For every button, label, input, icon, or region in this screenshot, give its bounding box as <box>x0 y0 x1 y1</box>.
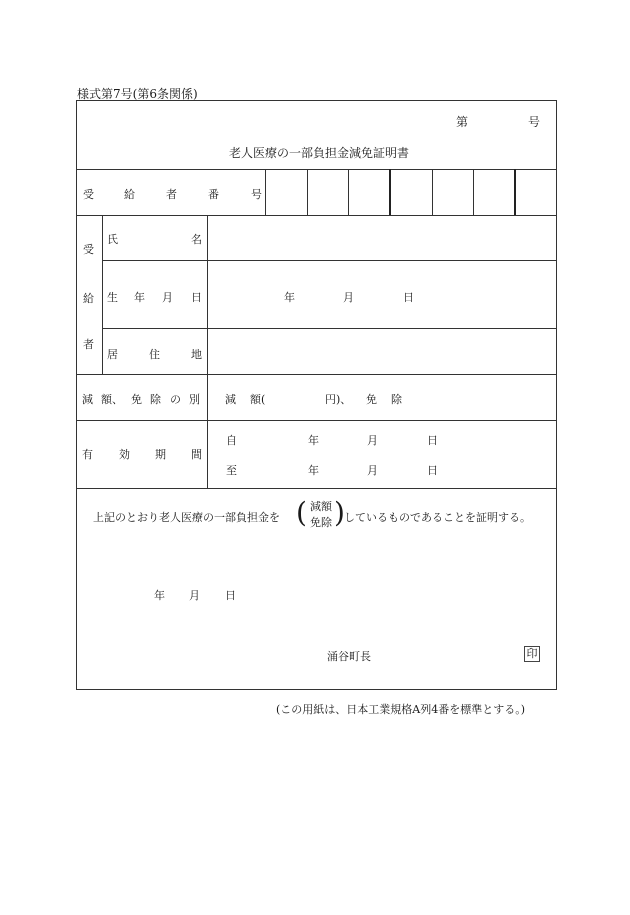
reduction-label: の <box>170 393 181 406</box>
period-to-day: 日 <box>427 464 438 477</box>
option-exemption: 免除 <box>310 516 332 529</box>
number-dai: 第 <box>456 115 469 129</box>
form-number: 様式第7号(第6条関係) <box>77 87 198 101</box>
birth-label: 月 <box>162 291 173 304</box>
left-paren: ( <box>296 496 307 529</box>
recipient-no-label: 給 <box>124 188 135 201</box>
right-paren: ) <box>334 496 345 529</box>
divider-recipient-no <box>76 215 557 216</box>
footnote: (この用紙は、日本工業規格A列4番を標準とする。) <box>276 703 526 716</box>
recipient-no-label: 者 <box>166 188 177 201</box>
digit-box-line <box>307 169 308 215</box>
period-from-month: 月 <box>367 434 378 447</box>
name-label: 名 <box>191 233 202 246</box>
name-label: 氏 <box>107 233 118 246</box>
address-label: 居 <box>107 348 118 361</box>
address-label: 住 <box>149 348 160 361</box>
period-label: 効 <box>119 448 130 461</box>
option-reduction: 減額 <box>310 500 332 513</box>
recipient-section-label: 給 <box>83 292 94 305</box>
statement-after: しているものであることを証明する。 <box>344 511 531 524</box>
period-from-year: 年 <box>308 434 319 447</box>
document-title: 老人医療の一部負担金減免証明書 <box>229 146 410 160</box>
digit-box-line <box>514 169 516 215</box>
digit-box-line <box>348 169 349 215</box>
number-go: 号 <box>528 115 541 129</box>
divider-name <box>102 260 557 261</box>
recipient-no-label: 番 <box>208 188 219 201</box>
period-label: 間 <box>191 448 202 461</box>
statement-before: 上記のとおり老人医療の一部負担金を <box>93 511 280 524</box>
period-label: 有 <box>82 448 93 461</box>
reduction-label: 別 <box>189 393 200 406</box>
recipient-section-label: 受 <box>83 243 94 256</box>
divider-title <box>76 169 557 170</box>
reduction-yen: 円)、 <box>325 393 352 406</box>
birth-label: 年 <box>134 291 145 304</box>
divider-birth <box>102 328 557 329</box>
divider-section <box>102 215 103 374</box>
divider-label-column <box>207 215 208 488</box>
period-label: 期 <box>155 448 166 461</box>
recipient-no-label: 受 <box>83 188 94 201</box>
issue-day: 日 <box>225 589 236 602</box>
reduction-label: 減 <box>82 393 93 406</box>
statement-options <box>306 499 336 531</box>
mayor-title: 涌谷町長 <box>327 650 371 663</box>
birth-label: 生 <box>107 291 118 304</box>
reduction-label: 除 <box>150 393 161 406</box>
reduction-label: 免 <box>131 393 142 406</box>
certificate-frame <box>76 100 557 690</box>
divider-reduction <box>76 420 557 421</box>
period-to: 至 <box>226 464 237 477</box>
digit-box-line <box>473 169 474 215</box>
reduction-men: 免 <box>366 393 377 406</box>
period-to-year: 年 <box>308 464 319 477</box>
birth-month: 月 <box>343 291 354 304</box>
reduction-gaku: 額( <box>250 393 266 406</box>
digit-box-line <box>389 169 391 215</box>
divider-address <box>76 374 557 375</box>
period-to-month: 月 <box>367 464 378 477</box>
birth-day: 日 <box>403 291 414 304</box>
divider-period <box>76 488 557 489</box>
birth-year: 年 <box>284 291 295 304</box>
seal-stamp-box: 印 <box>524 646 540 662</box>
digit-box-line <box>265 169 266 215</box>
reduction-gengaku: 減 <box>225 393 236 406</box>
period-from: 自 <box>226 434 237 447</box>
reduction-jo: 除 <box>391 393 402 406</box>
period-from-day: 日 <box>427 434 438 447</box>
birth-label: 日 <box>191 291 202 304</box>
address-label: 地 <box>191 348 202 361</box>
recipient-section-label: 者 <box>83 338 94 351</box>
digit-box-line <box>432 169 433 215</box>
issue-year: 年 <box>154 589 165 602</box>
reduction-label: 額、 <box>101 393 123 406</box>
recipient-no-label: 号 <box>251 188 262 201</box>
issue-month: 月 <box>189 589 200 602</box>
